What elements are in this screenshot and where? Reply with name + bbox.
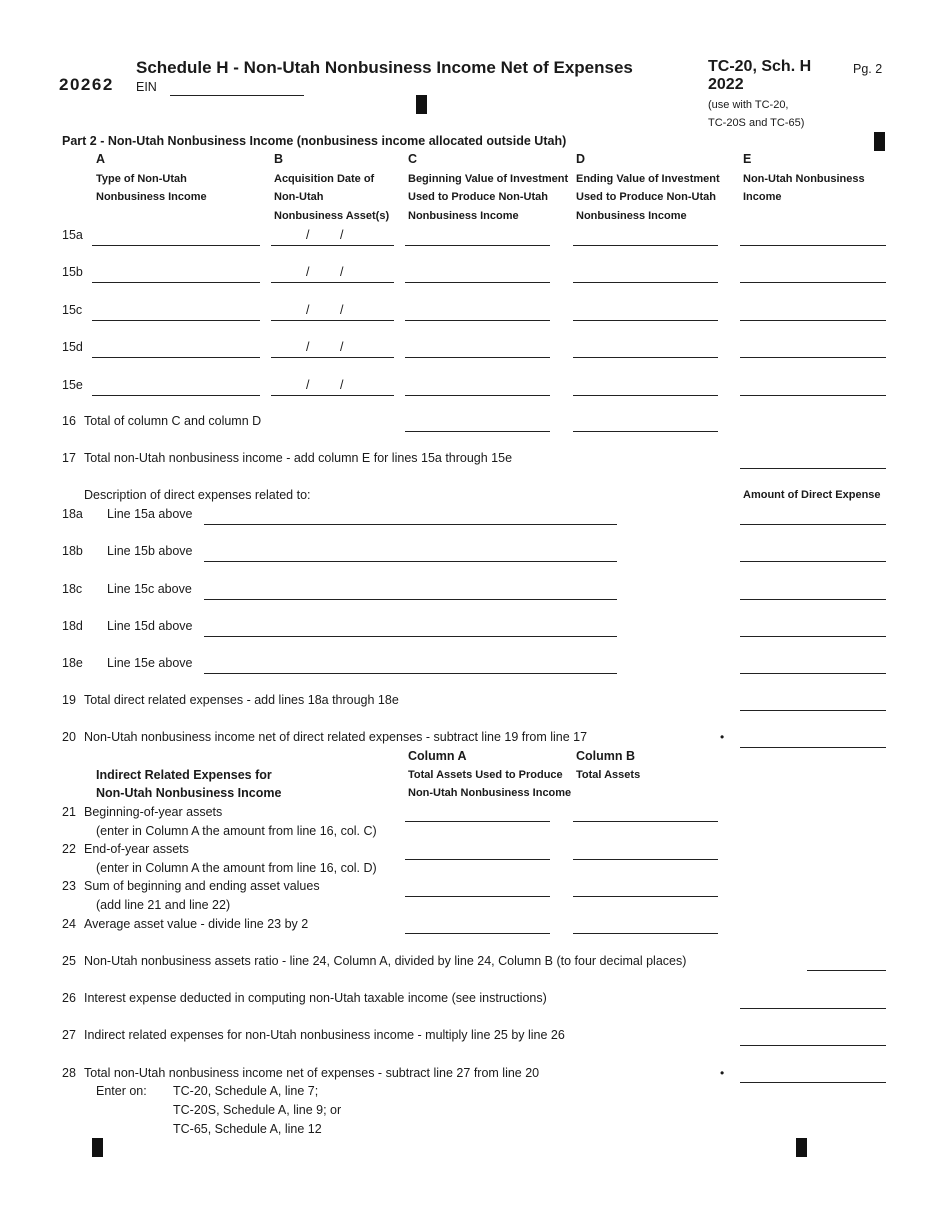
enter-on-label: Enter on: [96,1084,147,1098]
date-separator: / [306,228,310,242]
line-19-label: Total direct related expenses - add lines 18a through 18e [84,693,399,707]
line-23-note: (add line 21 and line 22) [96,898,231,912]
ein-label: EIN [136,80,157,94]
line-26-field[interactable] [740,991,886,1009]
line-23-col-b-field[interactable] [573,879,718,897]
line-15-number: 15c [62,303,83,317]
col-c-header: Used to Produce Non-Utah [408,191,548,203]
line-15-type-field[interactable] [92,228,260,246]
use-with-note-2: TC-20S and TC-65) [708,117,805,129]
line-24-col-b-field[interactable] [573,916,718,934]
line-21-label: Beginning-of-year assets [84,805,223,819]
line-18-number: 18a [62,507,83,521]
form-code: 20262 [59,75,114,94]
line-15-acquisition-date-field[interactable] [271,303,394,321]
date-separator: / [340,228,344,242]
bullet-icon: • [720,730,725,744]
col-c-header: Beginning Value of Investment [408,173,569,185]
indirect-title: Indirect Related Expenses for [96,768,272,782]
line-15-beginning-value-field[interactable] [405,228,550,246]
line-15-beginning-value-field[interactable] [405,265,550,283]
line-15-acquisition-date-field[interactable] [271,265,394,283]
line-18-number: 18e [62,656,83,670]
col-e-header: Non-Utah Nonbusiness [743,173,865,185]
registration-mark [874,132,885,151]
col-b-letter: B [274,152,284,166]
col-e-header: Income [743,191,782,203]
col-d-header: Nonbusiness Income [576,210,687,222]
line-18-label: Line 15a above [107,507,193,521]
ein-field[interactable] [170,78,304,96]
date-separator: / [340,265,344,279]
line-22-col-b-field[interactable] [573,842,718,860]
line-18-description-field[interactable] [204,507,617,525]
line-18-number: 18d [62,619,83,633]
line-21-col-a-field[interactable] [405,804,550,822]
col-d-letter: D [576,152,586,166]
line-18-number: 18b [62,544,83,558]
col-d-header: Ending Value of Investment [576,173,720,185]
line-15-beginning-value-field[interactable] [405,378,550,396]
line-18-description-field[interactable] [204,582,617,600]
date-separator: / [306,303,310,317]
line-15-type-field[interactable] [92,378,260,396]
line-28-label: Total non-Utah nonbusiness income net of expenses - subtract line 27 from line 20 [84,1066,540,1080]
line-18-label: Line 15b above [107,544,193,558]
line-22-col-a-field[interactable] [405,842,550,860]
line-18-description-field[interactable] [204,544,617,562]
line-15-number: 15b [62,265,83,279]
line-18-label: Line 15d above [107,619,193,633]
line-19-field[interactable] [740,693,886,711]
line-22-note: (enter in Column A the amount from line 16, col. D) [96,861,377,875]
line-25-number: 25 [62,954,76,968]
registration-mark [416,95,427,114]
line-18-amount-field[interactable] [740,656,886,674]
line-18-amount-field[interactable] [740,507,886,525]
line-20-label: Non-Utah nonbusiness income net of direct related expenses - subtract line 19 from line 17 [84,730,588,744]
line-18-description-field[interactable] [204,656,617,674]
line-28-number: 28 [62,1066,76,1080]
line-23-col-a-field[interactable] [405,879,550,897]
line-16-number: 16 [62,414,76,428]
line-15-ending-value-field[interactable] [573,265,718,283]
col-a-header: Nonbusiness Income [96,191,207,203]
line-24-col-a-field[interactable] [405,916,550,934]
line-26-number: 26 [62,991,76,1005]
enter-on-line: TC-20S, Schedule A, line 9; or [173,1103,342,1117]
line-15-beginning-value-field[interactable] [405,340,550,358]
column-a-subtitle: Total Assets Used to Produce [408,769,563,781]
line-15-acquisition-date-field[interactable] [271,228,394,246]
indirect-title: Non-Utah Nonbusiness Income [96,786,282,800]
line-16-label: Total of column C and column D [84,414,262,428]
line-15-income-field[interactable] [740,265,886,283]
col-b-header: Nonbusiness Asset(s) [274,210,390,222]
line-25-label: Non-Utah nonbusiness assets ratio - line 24, Column A, divided by line 24, Column B (to four decimal places) [84,954,687,968]
line-20-field[interactable] [740,730,886,748]
col-a-letter: A [96,152,106,166]
line-28-field[interactable] [740,1065,886,1083]
line-15-type-field[interactable] [92,340,260,358]
col-c-header: Nonbusiness Income [408,210,519,222]
line-27-field[interactable] [740,1028,886,1046]
line-18-label: Line 15c above [107,582,192,596]
line-18-number: 18c [62,582,83,596]
col-a-header: Type of Non-Utah [96,173,187,185]
line-21-note: (enter in Column A the amount from line 16, col. C) [96,824,377,838]
line-17-field[interactable] [740,451,886,469]
line-15-beginning-value-field[interactable] [405,303,550,321]
line-24-number: 24 [62,917,76,931]
page-title: Schedule H - Non-Utah Nonbusiness Income Net of Expenses [136,58,633,77]
enter-on-line: TC-20, Schedule A, line 7; [173,1084,319,1098]
date-separator: / [340,303,344,317]
registration-mark [796,1138,807,1157]
line-19-number: 19 [62,693,76,707]
line-15-ending-value-field[interactable] [573,303,718,321]
line-15-number: 15a [62,228,83,242]
line-23-number: 23 [62,879,76,893]
col-d-header: Used to Produce Non-Utah [576,191,716,203]
line-15-income-field[interactable] [740,340,886,358]
line-18-amount-field[interactable] [740,619,886,637]
registration-mark [92,1138,103,1157]
bullet-icon: • [720,1066,725,1080]
line-15-number: 15e [62,378,83,392]
line-21-col-b-field[interactable] [573,804,718,822]
line-27-label: Indirect related expenses for non-Utah nonbusiness income - multiply line 25 by line 26 [84,1028,565,1042]
line-15-type-field[interactable] [92,265,260,283]
form-id: TC-20, Sch. H [708,58,812,75]
amount-direct-expense-header: Amount of Direct Expense [743,489,881,501]
page-number: Pg. 2 [853,62,883,76]
line-15-number: 15d [62,340,83,354]
date-separator: / [306,340,310,354]
line-17-number: 17 [62,451,76,465]
use-with-note-1: (use with TC-20, [708,99,789,111]
line-16-col-d-field[interactable] [573,414,718,432]
col-c-letter: C [408,152,418,166]
col-b-header: Acquisition Date of [274,173,375,185]
date-separator: / [306,265,310,279]
enter-on-line: TC-65, Schedule A, line 12 [173,1122,322,1136]
line-18-description-field[interactable] [204,619,617,637]
column-a-subtitle: Non-Utah Nonbusiness Income [408,787,572,799]
line-26-label: Interest expense deducted in computing non-Utah taxable income (see instructions) [84,991,547,1005]
line-17-label: Total non-Utah nonbusiness income - add column E for lines 15a through 15e [84,451,513,465]
direct-expenses-description-header: Description of direct expenses related to: [84,488,311,502]
column-b-subtitle: Total Assets [576,769,641,781]
column-a-title: Column A [408,749,467,763]
line-16-col-c-field[interactable] [405,414,550,432]
line-15-income-field[interactable] [740,303,886,321]
date-separator: / [340,340,344,354]
line-18-label: Line 15e above [107,656,193,670]
line-15-income-field[interactable] [740,378,886,396]
line-25-field[interactable] [807,953,886,971]
part2-title: Part 2 - Non-Utah Nonbusiness Income (nonbusiness income allocated outside Utah) [62,134,567,148]
line-21-number: 21 [62,805,76,819]
form-year: 2022 [708,76,744,93]
line-15-acquisition-date-field[interactable] [271,340,394,358]
col-b-header: Non-Utah [274,191,324,203]
line-15-ending-value-field[interactable] [573,228,718,246]
line-15-ending-value-field[interactable] [573,340,718,358]
line-24-label: Average asset value - divide line 23 by 2 [84,917,309,931]
date-separator: / [306,378,310,392]
line-22-label: End-of-year assets [84,842,189,856]
line-27-number: 27 [62,1028,76,1042]
line-15-income-field[interactable] [740,228,886,246]
date-separator: / [340,378,344,392]
line-22-number: 22 [62,842,76,856]
line-15-acquisition-date-field[interactable] [271,378,394,396]
line-15-type-field[interactable] [92,303,260,321]
line-18-amount-field[interactable] [740,582,886,600]
col-e-letter: E [743,152,752,166]
line-20-number: 20 [62,730,76,744]
column-b-title: Column B [576,749,636,763]
line-18-amount-field[interactable] [740,544,886,562]
line-15-ending-value-field[interactable] [573,378,718,396]
line-23-label: Sum of beginning and ending asset values [84,879,320,893]
